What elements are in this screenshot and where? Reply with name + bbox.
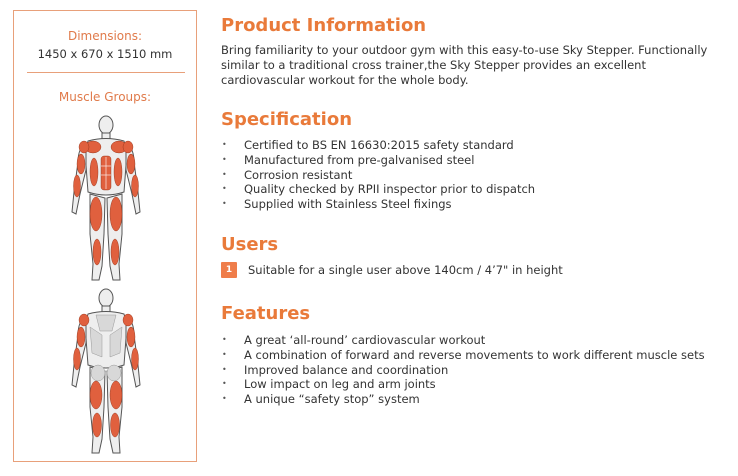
specification-item: • Manufactured from pre-galvanised steel (221, 153, 535, 168)
feature-item: • A great ‘all-round’ cardiovascular workout (221, 333, 705, 348)
feature-item: • A unique “safety stop” system (221, 392, 705, 407)
feature-item: • Improved balance and coordination (221, 363, 705, 378)
product-information-heading: Product Information (221, 15, 427, 36)
feature-item: • Low impact on leg and arm joints (221, 377, 705, 392)
specification-list (221, 138, 535, 212)
user-capacity-text: Suitable for a single user above 140cm / 4’7" in height (248, 263, 563, 277)
feature-item: • A combination of forward and reverse movements to work different muscle sets (221, 348, 705, 363)
specification-item: • Corrosion resistant (221, 168, 535, 183)
back-muscle-figure (66, 287, 146, 457)
dimensions-value: 1450 x 670 x 1510 mm (37, 47, 173, 61)
product-description: Bring familiarity to your outdoor gym with this easy-to-use Sky Stepper. Functionally similar to a traditional cross trainer,the Sky Stepper provides an excellent cardiovascular workout for the whole body. (221, 43, 708, 87)
specification-item: • Quality checked by RPII inspector prior to dispatch (221, 182, 535, 197)
specification-item: • Certified to BS EN 16630:2015 safety standard (221, 138, 535, 153)
specs-sidebar (13, 10, 197, 462)
features-heading: Features (221, 303, 311, 324)
dimensions-label: Dimensions: (67, 29, 143, 43)
specification-item: • Supplied with Stainless Steel fixings (221, 197, 535, 212)
sidebar-divider (27, 72, 185, 73)
features-list (221, 333, 705, 407)
front-muscle-figure (66, 114, 146, 284)
users-heading: Users (221, 234, 279, 255)
specification-heading: Specification (221, 109, 353, 130)
muscle-groups-label: Muscle Groups: (58, 90, 152, 104)
user-count-badge: 1 (221, 262, 237, 278)
